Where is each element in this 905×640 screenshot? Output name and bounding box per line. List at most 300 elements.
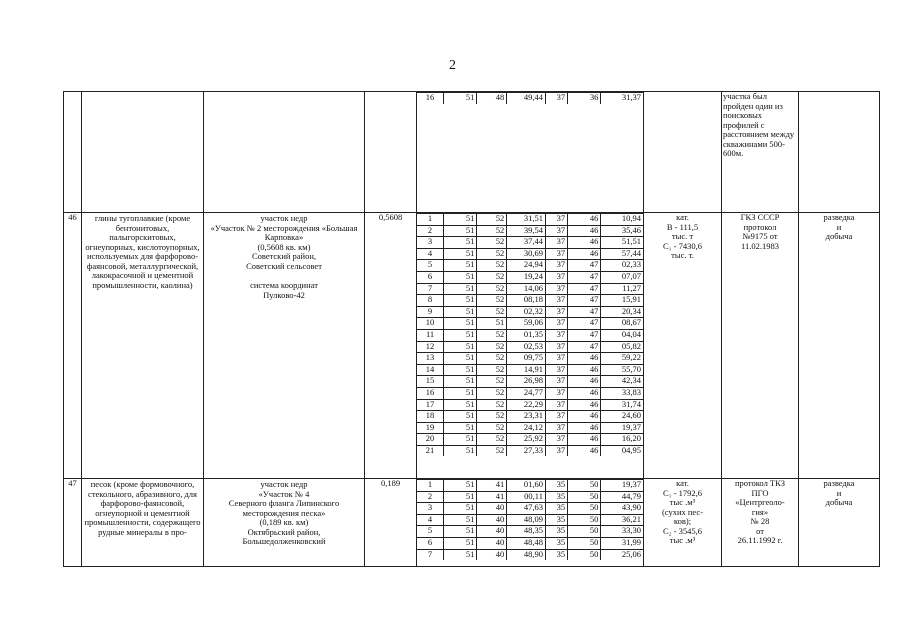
coordinate-row (417, 434, 643, 446)
coordinate-row (417, 549, 643, 560)
longitude-degrees: 35 (545, 491, 567, 503)
latitude-degrees: 51 (444, 537, 477, 549)
point-number: 2 (417, 225, 444, 237)
longitude-degrees: 37 (545, 237, 567, 249)
longitude-degrees: 37 (545, 445, 567, 456)
latitude-seconds: 59,06 (507, 318, 546, 330)
point-number: 5 (417, 260, 444, 272)
latitude-degrees: 51 (444, 387, 477, 399)
coordinates-table (417, 213, 643, 456)
latitude-minutes: 52 (477, 341, 507, 353)
longitude-degrees: 35 (545, 480, 567, 492)
latitude-minutes: 52 (477, 271, 507, 283)
document-line: от (756, 525, 764, 536)
reserves-cell (644, 213, 722, 479)
point-number: 1 (417, 214, 444, 226)
longitude-seconds: 51,51 (601, 237, 643, 249)
latitude-seconds: 19,24 (507, 271, 546, 283)
longitude-seconds: 33,30 (601, 526, 643, 538)
latitude-minutes: 52 (477, 422, 507, 434)
latitude-degrees: 51 (444, 271, 477, 283)
coordinate-row (417, 387, 643, 399)
latitude-seconds: 47,63 (507, 503, 546, 515)
area-value: 0,5608 (365, 213, 417, 479)
longitude-seconds: 31,74 (601, 399, 643, 411)
coordinate-row (417, 480, 643, 492)
mineral-cell (82, 92, 204, 213)
longitude-minutes: 46 (568, 248, 601, 260)
longitude-seconds: 08,67 (601, 318, 643, 330)
longitude-seconds: 05,82 (601, 341, 643, 353)
longitude-minutes: 47 (568, 318, 601, 330)
document-line: №9175 от (742, 231, 778, 242)
longitude-seconds: 57,44 (601, 248, 643, 260)
longitude-degrees: 37 (545, 225, 567, 237)
point-number: 4 (417, 248, 444, 260)
usage-line: добыча (825, 231, 853, 242)
point-number: 3 (417, 503, 444, 515)
coordinate-row (417, 353, 643, 365)
latitude-seconds: 26,98 (507, 376, 546, 388)
location-line: (0,189 кв. км) (259, 517, 309, 528)
coordinate-row (417, 329, 643, 341)
longitude-degrees: 37 (545, 399, 567, 411)
longitude-minutes: 46 (568, 422, 601, 434)
latitude-seconds: 48,90 (507, 549, 546, 560)
longitude-degrees: 37 (545, 295, 567, 307)
latitude-degrees: 51 (444, 306, 477, 318)
latitude-degrees: 51 (444, 248, 477, 260)
latitude-minutes: 41 (477, 480, 507, 492)
latitude-seconds: 25,92 (507, 434, 546, 446)
page-number: 2 (449, 58, 456, 73)
longitude-seconds: 36,21 (601, 514, 643, 526)
point-number: 2 (417, 491, 444, 503)
coordinates-cell (417, 213, 644, 479)
longitude-minutes: 46 (568, 353, 601, 365)
point-number: 14 (417, 364, 444, 376)
longitude-degrees: 35 (545, 514, 567, 526)
longitude-degrees: 35 (545, 537, 567, 549)
longitude-seconds: 44,79 (601, 491, 643, 503)
latitude-degrees: 51 (444, 93, 477, 104)
coordinate-row (417, 271, 643, 283)
point-number: 12 (417, 341, 444, 353)
longitude-minutes: 47 (568, 306, 601, 318)
point-number: 1 (417, 480, 444, 492)
latitude-seconds: 01,60 (507, 480, 546, 492)
longitude-degrees: 37 (545, 364, 567, 376)
point-number: 16 (417, 387, 444, 399)
point-number: 10 (417, 318, 444, 330)
longitude-minutes: 47 (568, 271, 601, 283)
longitude-degrees: 35 (545, 549, 567, 560)
table-row-continuation (64, 92, 880, 213)
latitude-minutes: 52 (477, 445, 507, 456)
longitude-minutes: 50 (568, 549, 601, 560)
longitude-minutes: 47 (568, 283, 601, 295)
point-number: 7 (417, 549, 444, 560)
coordinate-row (417, 341, 643, 353)
latitude-degrees: 51 (444, 364, 477, 376)
note-text: участка был пройден один из поисковых профилей с расстоянием между скважинами 500-600м. (723, 91, 795, 159)
document-line: ПГО (751, 487, 769, 498)
location-line: Северного фланга Липинского (228, 498, 340, 509)
coordinate-row (417, 503, 643, 515)
longitude-degrees: 37 (545, 283, 567, 295)
document-cell (722, 479, 799, 567)
latitude-degrees: 51 (444, 295, 477, 307)
latitude-seconds: 09,75 (507, 353, 546, 365)
latitude-seconds: 02,53 (507, 341, 546, 353)
longitude-minutes: 50 (568, 480, 601, 492)
document-line: «Центргеоло- (735, 497, 785, 508)
coordinate-row (417, 214, 643, 226)
latitude-minutes: 40 (477, 503, 507, 515)
note-cell (722, 92, 799, 213)
latitude-minutes: 52 (477, 283, 507, 295)
longitude-degrees: 37 (545, 411, 567, 423)
longitude-degrees: 37 (545, 422, 567, 434)
longitude-degrees: 35 (545, 526, 567, 538)
latitude-minutes: 52 (477, 237, 507, 249)
latitude-seconds: 24,12 (507, 422, 546, 434)
latitude-seconds: 02,32 (507, 306, 546, 318)
location-line: участок недр (260, 479, 308, 489)
reserves-line: В - 111,5 (666, 221, 699, 232)
coordinate-row (417, 514, 643, 526)
location-cell (204, 479, 365, 567)
latitude-degrees: 51 (444, 318, 477, 330)
coordinates-table (417, 92, 643, 104)
longitude-minutes: 46 (568, 434, 601, 446)
longitude-minutes: 46 (568, 364, 601, 376)
usage-cell (799, 92, 880, 213)
row-number: 46 (64, 213, 82, 479)
latitude-degrees: 51 (444, 480, 477, 492)
longitude-degrees: 37 (545, 93, 567, 104)
longitude-minutes: 46 (568, 376, 601, 388)
location-line: Октябрьский район, (247, 526, 321, 537)
location-cell (204, 92, 365, 213)
point-number: 17 (417, 399, 444, 411)
latitude-degrees: 51 (444, 329, 477, 341)
longitude-degrees: 35 (545, 503, 567, 515)
latitude-degrees: 51 (444, 341, 477, 353)
longitude-seconds: 31,99 (601, 537, 643, 549)
mineral-description: песок (кроме формовочного, стекольного, абразивного, для фарфорово-фаянсовой, огнеупорной и цементной промышленности, содержащего рудные минералы в про- (82, 479, 204, 567)
longitude-minutes: 46 (568, 411, 601, 423)
resources-table (63, 91, 880, 567)
point-number: 8 (417, 295, 444, 307)
latitude-seconds: 31,51 (507, 214, 546, 226)
usage-line: разведка (823, 478, 855, 488)
area-value: 0,189 (365, 479, 417, 567)
latitude-minutes: 51 (477, 318, 507, 330)
latitude-minutes: 52 (477, 306, 507, 318)
coordinate-row (417, 318, 643, 330)
latitude-minutes: 52 (477, 434, 507, 446)
latitude-seconds: 48,48 (507, 537, 546, 549)
point-number: 18 (417, 411, 444, 423)
point-number: 16 (417, 93, 444, 104)
longitude-seconds: 02,33 (601, 260, 643, 272)
usage-cell (799, 213, 880, 479)
coordinate-row (417, 445, 643, 456)
point-number: 5 (417, 526, 444, 538)
latitude-minutes: 52 (477, 260, 507, 272)
point-number: 15 (417, 376, 444, 388)
longitude-minutes: 46 (568, 445, 601, 456)
location-line: система координат (250, 280, 318, 291)
location-line: Пулково-42 (263, 289, 305, 300)
location-line: Советский сельсовет (246, 260, 322, 271)
location-cell (204, 213, 365, 479)
usage-line: и (836, 221, 842, 232)
longitude-seconds: 15,91 (601, 295, 643, 307)
reserves-line: кат. (676, 212, 689, 222)
longitude-minutes: 50 (568, 526, 601, 538)
longitude-minutes: 50 (568, 514, 601, 526)
usage-line: разведка (823, 212, 855, 222)
reserves-line: С₁ - 1792,6 (662, 487, 703, 498)
coordinates-cell (417, 479, 644, 567)
longitude-minutes: 46 (568, 237, 601, 249)
coordinate-row (417, 364, 643, 376)
latitude-degrees: 51 (444, 491, 477, 503)
latitude-seconds: 37,44 (507, 237, 546, 249)
mineral-description: глины тугоплавкие (кроме бентонитовых, палыгорскитовых, огнеупорных, кислотоупорных, используемых для фарфорово-фаянсовой, металлургической, лакокрасочной и цементной промышленности, каолина) (82, 213, 204, 479)
longitude-degrees: 37 (545, 214, 567, 226)
latitude-seconds: 14,91 (507, 364, 546, 376)
document-line: 26.11.1992 г. (737, 535, 783, 546)
latitude-seconds: 01,35 (507, 329, 546, 341)
coordinate-row (417, 422, 643, 434)
latitude-minutes: 48 (477, 93, 507, 104)
longitude-degrees: 37 (545, 387, 567, 399)
latitude-seconds: 08,18 (507, 295, 546, 307)
latitude-minutes: 52 (477, 329, 507, 341)
latitude-minutes: 52 (477, 376, 507, 388)
latitude-degrees: 51 (444, 214, 477, 226)
latitude-minutes: 52 (477, 225, 507, 237)
latitude-degrees: 51 (444, 237, 477, 249)
latitude-minutes: 52 (477, 364, 507, 376)
reserves-line: тыс .м³ (669, 535, 696, 546)
point-number: 3 (417, 237, 444, 249)
longitude-seconds: 35,46 (601, 225, 643, 237)
latitude-minutes: 52 (477, 411, 507, 423)
reserves-line: тыс. т. (671, 250, 694, 261)
longitude-minutes: 46 (568, 387, 601, 399)
latitude-minutes: 40 (477, 526, 507, 538)
latitude-seconds: 30,69 (507, 248, 546, 260)
longitude-minutes: 47 (568, 341, 601, 353)
longitude-seconds: 43,90 (601, 503, 643, 515)
reserves-line: ков); (673, 516, 692, 527)
latitude-seconds: 49,44 (507, 93, 546, 104)
point-number: 4 (417, 514, 444, 526)
longitude-seconds: 19,37 (601, 480, 643, 492)
point-number: 13 (417, 353, 444, 365)
longitude-minutes: 46 (568, 225, 601, 237)
coordinate-row (417, 93, 643, 104)
latitude-minutes: 52 (477, 214, 507, 226)
coordinate-row (417, 295, 643, 307)
longitude-seconds: 04,04 (601, 329, 643, 341)
longitude-degrees: 37 (545, 341, 567, 353)
latitude-minutes: 52 (477, 353, 507, 365)
latitude-minutes: 40 (477, 537, 507, 549)
table-row (64, 479, 880, 567)
longitude-seconds: 31,37 (601, 93, 643, 104)
reserves-line: кат. (676, 478, 689, 488)
coordinate-row (417, 260, 643, 272)
latitude-degrees: 51 (444, 514, 477, 526)
location-line: «Участок № 4 (258, 488, 310, 499)
latitude-degrees: 51 (444, 225, 477, 237)
coordinates-cell (417, 92, 644, 213)
reserves-line: С₂ - 3545,6 (662, 525, 703, 536)
point-number: 21 (417, 445, 444, 456)
point-number: 7 (417, 283, 444, 295)
document-line: протокол (743, 221, 777, 232)
latitude-degrees: 51 (444, 411, 477, 423)
latitude-minutes: 40 (477, 549, 507, 560)
latitude-degrees: 51 (444, 549, 477, 560)
latitude-seconds: 48,35 (507, 526, 546, 538)
latitude-degrees: 51 (444, 445, 477, 456)
latitude-degrees: 51 (444, 283, 477, 295)
latitude-seconds: 14,06 (507, 283, 546, 295)
usage-line: добыча (825, 497, 853, 508)
latitude-minutes: 52 (477, 248, 507, 260)
latitude-seconds: 48,09 (507, 514, 546, 526)
document-line: ГКЗ СССР (740, 212, 780, 222)
latitude-minutes: 52 (477, 295, 507, 307)
point-number: 6 (417, 271, 444, 283)
latitude-degrees: 51 (444, 260, 477, 272)
coordinate-row (417, 526, 643, 538)
location-line: участок недр (260, 213, 308, 223)
longitude-seconds: 16,20 (601, 434, 643, 446)
longitude-minutes: 50 (568, 491, 601, 503)
latitude-seconds: 24,77 (507, 387, 546, 399)
point-number: 19 (417, 422, 444, 434)
latitude-seconds: 22,29 (507, 399, 546, 411)
coordinate-row (417, 491, 643, 503)
longitude-seconds: 42,34 (601, 376, 643, 388)
reserves-line: С₁ - 7430,6 (662, 240, 703, 251)
latitude-minutes: 52 (477, 387, 507, 399)
longitude-seconds: 59,22 (601, 353, 643, 365)
latitude-seconds: 24,94 (507, 260, 546, 272)
longitude-minutes: 46 (568, 399, 601, 411)
coordinate-row (417, 225, 643, 237)
longitude-degrees: 37 (545, 306, 567, 318)
point-number: 11 (417, 329, 444, 341)
latitude-degrees: 51 (444, 434, 477, 446)
document-line: протокол ТКЗ (734, 478, 786, 488)
latitude-degrees: 51 (444, 376, 477, 388)
point-number: 20 (417, 434, 444, 446)
longitude-seconds: 07,07 (601, 271, 643, 283)
document-cell (722, 213, 799, 479)
reserves-line: тыс. т (671, 231, 694, 242)
coordinates-table (417, 479, 643, 560)
longitude-degrees: 37 (545, 271, 567, 283)
reserves-line: (сухих пес- (661, 506, 704, 517)
longitude-degrees: 37 (545, 434, 567, 446)
longitude-seconds: 19,37 (601, 422, 643, 434)
longitude-minutes: 50 (568, 503, 601, 515)
coordinate-row (417, 283, 643, 295)
latitude-minutes: 41 (477, 491, 507, 503)
longitude-degrees: 37 (545, 318, 567, 330)
latitude-seconds: 00,11 (507, 491, 546, 503)
longitude-minutes: 47 (568, 329, 601, 341)
table-row (64, 213, 880, 479)
point-number: 6 (417, 537, 444, 549)
longitude-minutes: 47 (568, 260, 601, 272)
document-line: 11.02.1983 (741, 240, 779, 251)
latitude-degrees: 51 (444, 353, 477, 365)
latitude-degrees: 51 (444, 399, 477, 411)
location-line: (0,5608 кв. км) (257, 241, 311, 252)
longitude-degrees: 37 (545, 376, 567, 388)
longitude-seconds: 25,06 (601, 549, 643, 560)
reserves-cell (644, 92, 722, 213)
longitude-seconds: 55,70 (601, 364, 643, 376)
coordinate-row (417, 399, 643, 411)
longitude-degrees: 37 (545, 329, 567, 341)
longitude-minutes: 50 (568, 537, 601, 549)
latitude-minutes: 52 (477, 399, 507, 411)
latitude-degrees: 51 (444, 526, 477, 538)
usage-line: и (836, 487, 842, 498)
longitude-minutes: 46 (568, 214, 601, 226)
point-number: 9 (417, 306, 444, 318)
location-line: Советский район, (251, 251, 317, 262)
latitude-minutes: 40 (477, 514, 507, 526)
usage-cell (799, 479, 880, 567)
reserves-cell (644, 479, 722, 567)
row-number: 47 (64, 479, 82, 567)
latitude-seconds: 39,54 (507, 225, 546, 237)
row-number-cell (64, 92, 82, 213)
longitude-minutes: 47 (568, 295, 601, 307)
document-line: № 28 (750, 516, 770, 527)
coordinate-row (417, 376, 643, 388)
location-line: «Участок № 2 месторождения «Большая Карповка» (210, 222, 358, 243)
latitude-degrees: 51 (444, 422, 477, 434)
latitude-degrees: 51 (444, 503, 477, 515)
longitude-degrees: 37 (545, 260, 567, 272)
longitude-seconds: 24,60 (601, 411, 643, 423)
longitude-seconds: 33,83 (601, 387, 643, 399)
longitude-seconds: 20,34 (601, 306, 643, 318)
coordinate-row (417, 306, 643, 318)
longitude-seconds: 11,27 (601, 283, 643, 295)
latitude-seconds: 27,33 (507, 445, 546, 456)
coordinate-row (417, 537, 643, 549)
longitude-seconds: 10,94 (601, 214, 643, 226)
location-line: Большедолженковский (242, 536, 326, 547)
area-cell (365, 92, 417, 213)
location-line: месторождения песка» (242, 507, 326, 518)
latitude-seconds: 23,31 (507, 411, 546, 423)
longitude-degrees: 37 (545, 353, 567, 365)
